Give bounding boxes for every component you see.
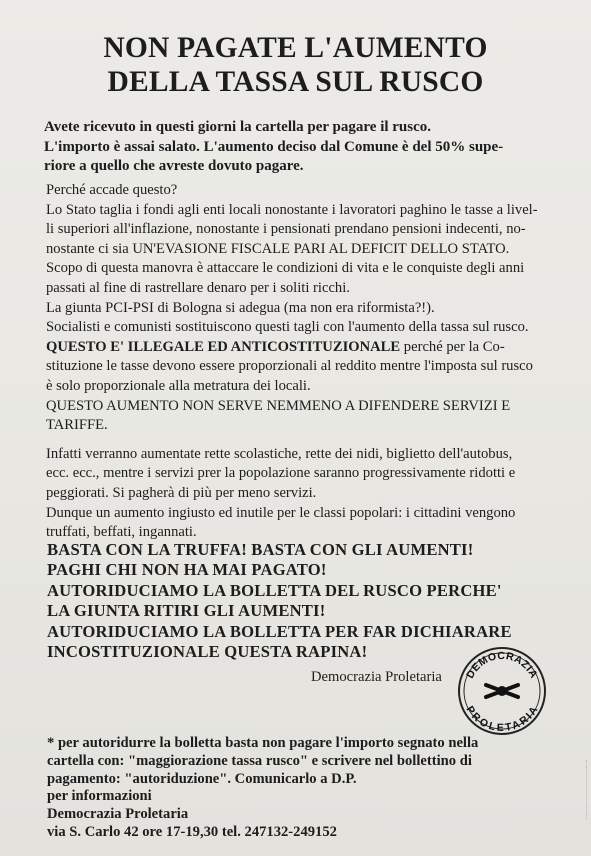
footer-line: per informazioni [47, 788, 152, 805]
body-line: La giunta PCI-PSI di Bologna si adegua (ma non era riformista?!). [46, 299, 435, 316]
stamp-top-text: DEMOCRAZIA [464, 649, 540, 681]
slogans-block [47, 540, 512, 662]
footer-line: via S. Carlo 42 ore 17-19,30 tel. 247132-249152 [47, 823, 337, 840]
body-line: stituzione le tasse devono essere proporzionali al reddito mentre l'imposta sul rusco [46, 358, 533, 375]
body-line: è solo proporzionale alla metratura dei locali. [46, 377, 311, 394]
paper-edge [584, 760, 587, 820]
intro-line: L'importo è assai salato. L'aumento deciso dal Comune è del 50% supe- [44, 138, 504, 155]
body-line: peggiorati. Si pagherà di più per meno servizi. [46, 484, 317, 501]
body-line: Infatti verranno aumentate rette scolastiche, rette dei nidi, biglietto dell'autobus, [46, 445, 513, 462]
footer-notes [47, 735, 478, 842]
body-line: Dunque un aumento ingiusto ed inutile per le classi popolari: i cittadini vengono [46, 504, 516, 521]
body-line: ecc. ecc., mentre i servizi prer la popolazione saranno progressivamente ridotti e [46, 465, 516, 482]
body-line: Perché accade questo? [46, 182, 178, 198]
headline-line-2: DELLA TASSA SUL RUSCO [107, 66, 484, 98]
body-line: truffati, beffati, ingannati. [46, 524, 197, 541]
body-line: Socialisti e comunisti sostituiscono questi tagli con l'aumento della tassa sul rusco. [46, 319, 529, 336]
headline-line-1: NON PAGATE L'AUMENTO [103, 32, 488, 64]
intro-line: riore a quello che avreste dovuto pagare. [44, 158, 304, 174]
footer-line: * per autoridurre la bolletta basta non pagare l'importo segnato nella [47, 735, 479, 751]
dp-logo-icon [456, 645, 548, 737]
footer-line: Democrazia Proletaria [47, 806, 189, 823]
slogan-line: BASTA CON LA TRUFFA! BASTA CON GLI AUMENTI! [47, 540, 474, 559]
intro-line: Avete ricevuto in questi giorni la cartella per pagare il rusco. [44, 119, 432, 135]
svg-text:PROLETARIA [463, 704, 540, 734]
intro-paragraph [44, 118, 554, 177]
body-text [46, 181, 554, 543]
slogan-line: PAGHI CHI NON HA MAI PAGATO! [47, 560, 327, 580]
body-line: QUESTO E' ILLEGALE ED ANTICOSTITUZIONALE perché per la Co- [46, 338, 505, 355]
footer-line: cartella con: "maggiorazione tassa rusco" e scrivere nel bollettino di [47, 752, 472, 769]
body-line: QUESTO AUMENTO NON SERVE NEMMENO A DIFENDERE SERVIZI E [46, 397, 511, 414]
slogan-line: LA GIUNTA RITIRI GLI AUMENTI! [47, 601, 326, 621]
slogan-line: INCOSTITUZIONALE QUESTA RAPINA! [47, 642, 368, 662]
slogan-line: AUTORIDUCIAMO LA BOLLETTA DEL RUSCO PERCHE' [47, 580, 502, 600]
body-line: passati al fine di rastrellare denaro per i soliti ricchi. [46, 279, 350, 296]
signature: Democrazia Proletaria [311, 669, 442, 685]
svg-text:DEMOCRAZIA [464, 650, 540, 681]
stamp-bottom-text: PROLETARIA [463, 704, 541, 735]
body-line: TARIFFE. [46, 417, 108, 434]
body-line: nostante ci sia UN'EVASIONE FISCALE PARI AL DEFICIT DELLO STATO. [46, 240, 510, 257]
body-line: Lo Stato taglia i fondi agli enti locali nonostante i lavoratori paghino le tasse a livel- [46, 201, 538, 218]
body-line: li superiori all'inflazione, nonostante i pensionati prendano pensioni indecenti, no- [46, 221, 526, 238]
body-line: Scopo di questa manovra è attaccare le condizioni di vita e le conquiste degli anni [46, 260, 525, 277]
slogan-line: AUTORIDUCIAMO LA BOLLETTA PER FAR DICHIARARE [47, 621, 512, 641]
footer-line: pagamento: "autoriduzione". Comunicarlo a D.P. [47, 770, 357, 787]
